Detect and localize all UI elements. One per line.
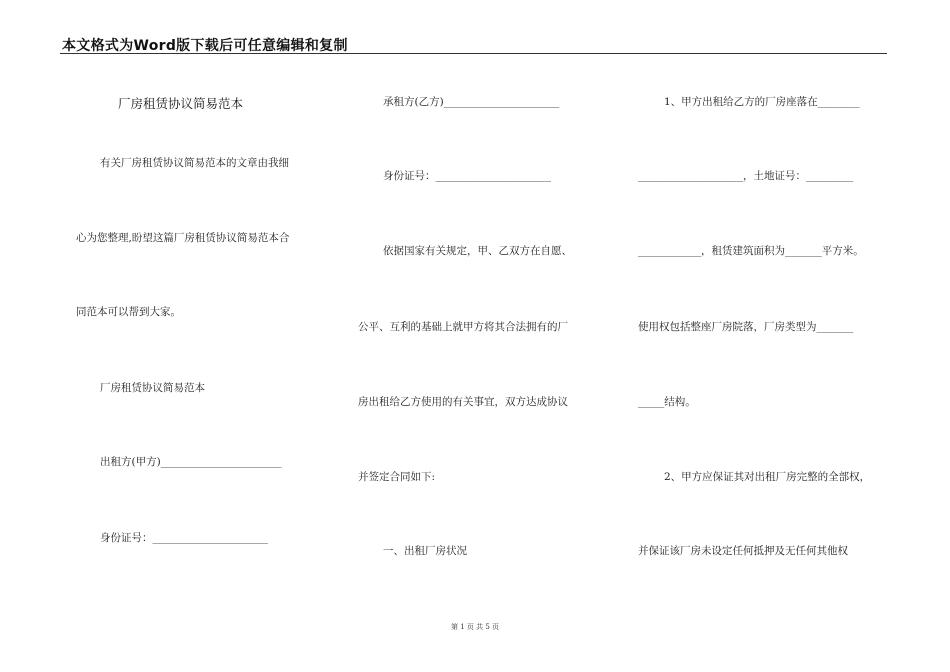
header-title: 本文格式为Word版下载后可任意编辑和复制 <box>62 38 348 54</box>
header-divider <box>60 53 887 54</box>
col2-line-5: 房出租给乙方使用的有关事宜，双方达成协议 <box>358 396 568 408</box>
col1-line-5: 出租方(甲方)_______________________ <box>100 456 282 468</box>
col2-line-6: 并签定合同如下: <box>358 471 436 483</box>
col2-line-1: 承租方(乙方)______________________ <box>383 96 560 108</box>
col2-line-7: 一、出租厂房状况 <box>383 545 467 557</box>
col1-line-3: 同范本可以帮到大家。 <box>76 306 181 318</box>
col2-line-2: 身份证号：______________________ <box>383 170 551 182</box>
col3-line-2: ____________________，土地证号：_________ <box>638 170 854 182</box>
page-number: 第 1 页 共 5 页 <box>450 623 500 631</box>
col1-line-2: 心为您整理,盼望这篇厂房租赁协议简易范本合 <box>76 232 290 244</box>
col3-line-5: _____结构。 <box>638 396 696 408</box>
col3-line-3: ____________，租赁建筑面积为_______平方米。 <box>638 245 864 257</box>
col1-line-4: 厂房租赁协议简易范本 <box>100 382 205 394</box>
col1-line-6: 身份证号：______________________ <box>100 532 268 544</box>
col3-line-4: 使用权包括整座厂房院落，厂房类型为_______ <box>638 321 854 333</box>
col2-line-3: 依据国家有关规定，甲、乙双方在自愿、 <box>383 245 572 257</box>
col3-line-6: 2、甲方应保证其对出租厂房完整的全部权， <box>664 471 871 483</box>
col1-line-1: 有关厂房租赁协议简易范本的文章由我细 <box>100 157 289 169</box>
document-title: 厂房租赁协议简易范本 <box>118 96 244 111</box>
col2-line-4: 公平、互利的基础上就甲方将其合法拥有的厂 <box>358 321 568 333</box>
col3-line-1: 1、甲方出租给乙方的厂房座落在________ <box>664 96 860 108</box>
col3-line-7: 并保证该厂房未设定任何抵押及无任何其他权 <box>638 545 848 557</box>
